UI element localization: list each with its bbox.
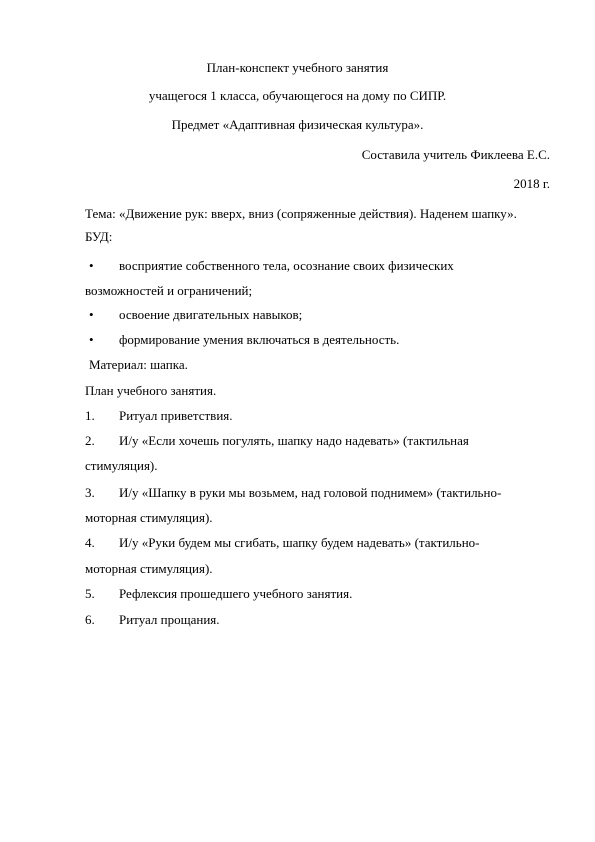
- topic-line: Тема: «Движение рук: вверх, вниз (сопряженные действия). Наденем шапку».: [85, 206, 517, 221]
- bullet-marker: •: [89, 332, 94, 347]
- plan-item-number: 5.: [85, 586, 95, 601]
- plan-item-number: 3.: [85, 485, 95, 500]
- author-line: Составила учитель Фиклеева Е.С.: [361, 147, 550, 162]
- plan-label: План учебного занятия.: [85, 383, 217, 398]
- bud-item-text: освоение двигательных навыков;: [119, 307, 303, 322]
- plan-item-continuation: моторная стимуляция).: [85, 561, 213, 576]
- year-line: 2018 г.: [513, 176, 550, 191]
- plan-item-text: Рефлексия прошедшего учебного занятия.: [119, 586, 353, 601]
- plan-item-text: Ритуал приветствия.: [119, 408, 233, 423]
- plan-item-number: 6.: [85, 612, 95, 627]
- bullet-marker: •: [89, 307, 94, 322]
- plan-item-continuation: моторная стимуляция).: [85, 510, 213, 525]
- plan-item-text: И/у «Руки будем мы сгибать, шапку будем надевать» (тактильно-: [119, 535, 480, 550]
- bud-label: БУД:: [85, 229, 113, 244]
- material-line: Материал: шапка.: [89, 357, 188, 372]
- plan-item-continuation: стимуляция).: [85, 458, 158, 473]
- bud-item-text: восприятие собственного тела, осознание своих физических: [119, 258, 454, 273]
- plan-item-text: И/у «Шапку в руки мы возьмем, над головой поднимем» (тактильно-: [119, 485, 502, 500]
- document-title: План-конспект учебного занятия: [206, 60, 389, 75]
- student-line: учащегося 1 класса, обучающегося на дому по СИПР.: [148, 88, 447, 103]
- bud-item-continuation: возможностей и ограничений;: [85, 283, 253, 298]
- plan-item-number: 2.: [85, 433, 95, 448]
- plan-item-number: 4.: [85, 535, 95, 550]
- bullet-marker: •: [89, 258, 94, 273]
- subject-line: Предмет «Адаптивная физическая культура».: [171, 117, 424, 132]
- bud-item-text: формирование умения включаться в деятельность.: [119, 332, 400, 347]
- plan-item-number: 1.: [85, 408, 95, 423]
- plan-item-text: Ритуал прощания.: [119, 612, 220, 627]
- plan-item-text: И/у «Если хочешь погулять, шапку надо надевать» (тактильная: [119, 433, 469, 448]
